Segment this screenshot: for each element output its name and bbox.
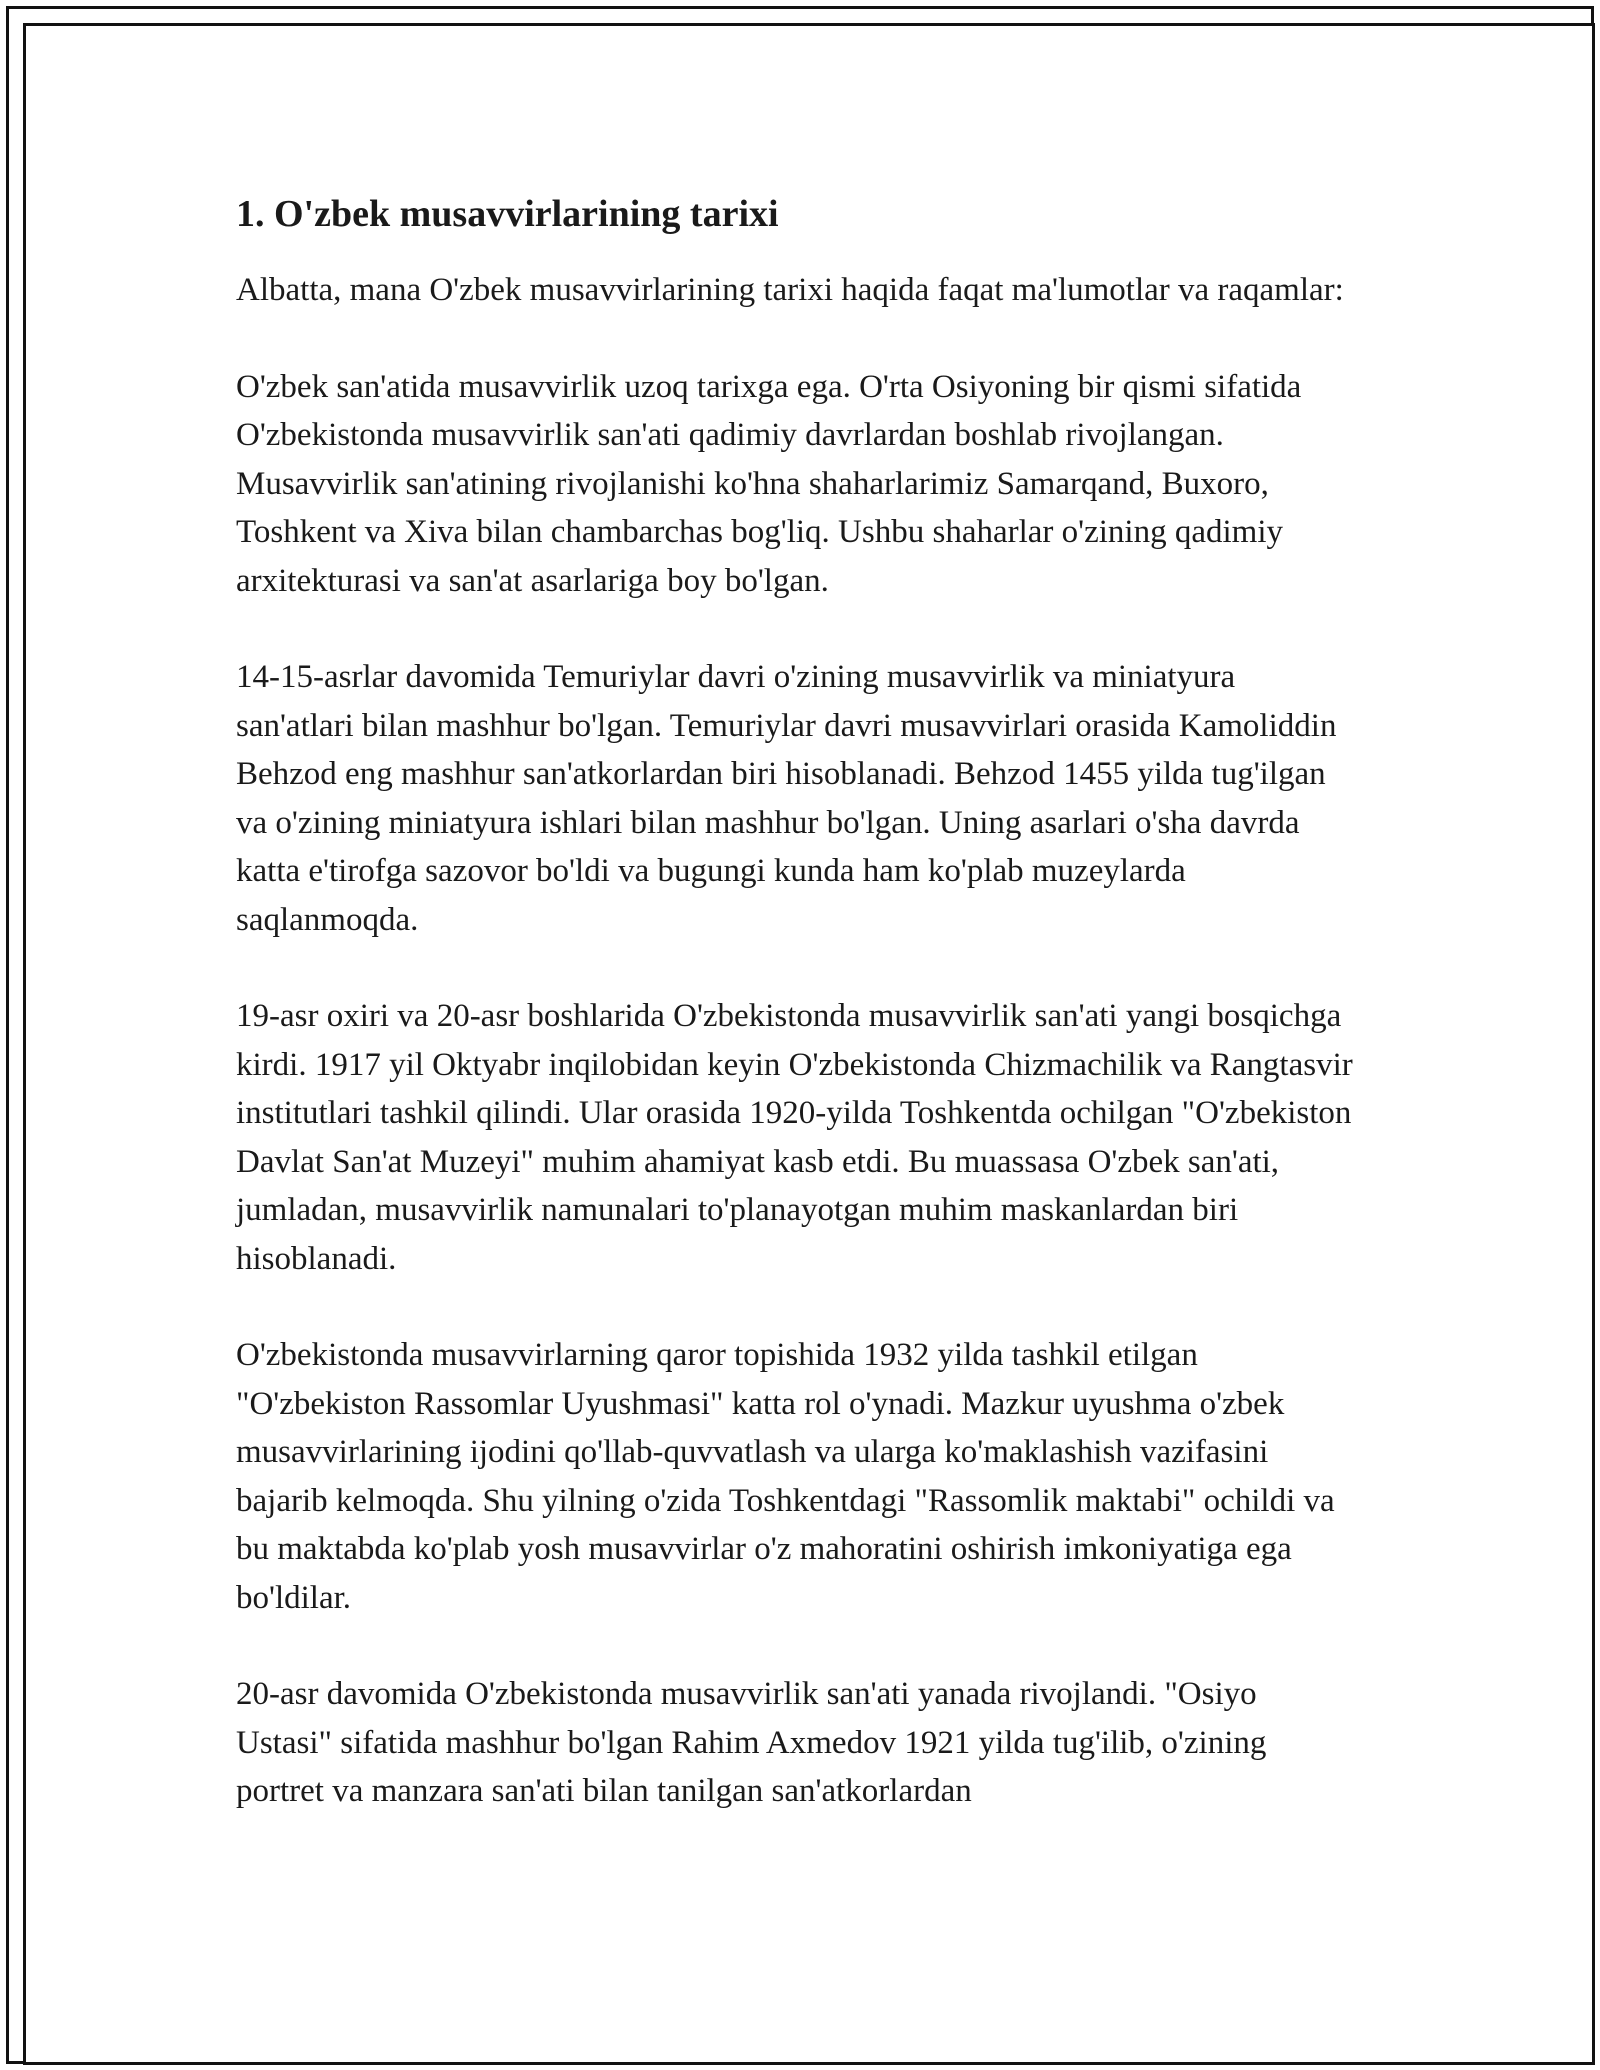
paragraph-artists-union: O'zbekistonda musavvirlarning qaror topishida 1932 yilda tashkil etilgan "O'zbekiston Rassomlar Uyushmasi" katta rol o'ynadi. Mazkur uyushma o'zbek musavvirlarining ijodini qo'llab-quvvatlash va ularga ko'maklashish vazifasini bajarib kelmoqda. Shu yilning o'zida Toshkentdagi "Rassomlik maktabi" ochildi va bu maktabda ko'plab yosh musavvirlar o'z mahoratini oshirish imkoniyatiga ega bo'ldilar.: [236, 1337, 1335, 1616]
document-heading: 1. O'zbek musavvirlarining tarixi: [236, 193, 779, 235]
paragraph-early-20th-century: 19-asr oxiri va 20-asr boshlarida O'zbekistonda musavvirlik san'ati yangi bosqichga kirdi. 1917 yil Oktyabr inqilobidan keyin O'zbekistonda Chizmachilik va Rangtasvir institutlari tashkil qilindi. Ular orasida 1920-yilda Toshkentda ochilgan "O'zbekiston Davlat San'at Muzeyi" muhim ahamiyat kasb etdi. Bu muassasa O'zbek san'ati, jumladan, musavvirlik namunalari to'planayotgan muhim maskanlardan biri hisoblanadi.: [236, 998, 1353, 1277]
intro-paragraph: Albatta, mana O'zbek musavvirlarining tarixi haqida faqat ma'lumotlar va raqamlar:: [236, 272, 1344, 308]
paragraph-timurid-era: 14-15-asrlar davomida Temuriylar davri o'zining musavvirlik va miniatyura san'atlari bilan mashhur bo'lgan. Temuriylar davri musavvirlari orasida Kamoliddin Behzod eng mashhur san'atkorlardan biri hisoblanadi. Behzod 1455 yilda tug'ilgan va o'zining miniatyura ishlari bilan mashhur bo'lgan. Uning asarlari o'sha davrda katta e'tirofga sazovor bo'ldi va bugungi kunda ham ko'plab muzeylarda saqlanmoqda.: [236, 659, 1337, 938]
paragraph-ancient-history: O'zbek san'atida musavvirlik uzoq tarixga ega. O'rta Osiyoning bir qismi sifatida O'zbekistonda musavvirlik san'ati qadimiy davrlardan boshlab rivojlangan. Musavvirlik san'atining rivojlanishi ko'hna shaharlarimiz Samarqand, Buxoro, Toshkent va Xiva bilan chambarchas bog'liq. Ushbu shaharlar o'zining qadimiy arxitekturasi va san'at asarlariga boy bo'lgan.: [236, 368, 1302, 599]
paragraph-20th-century-development: 20-asr davomida O'zbekistonda musavvirlik san'ati yanada rivojlandi. "Osiyo Ustasi" sifatida mashhur bo'lgan Rahim Axmedov 1921 yilda tug'ilib, o'zining portret va manzara san'ati bilan tanilgan san'atkorlardan: [236, 1676, 1267, 1809]
document-body: [236, 186, 1356, 1864]
